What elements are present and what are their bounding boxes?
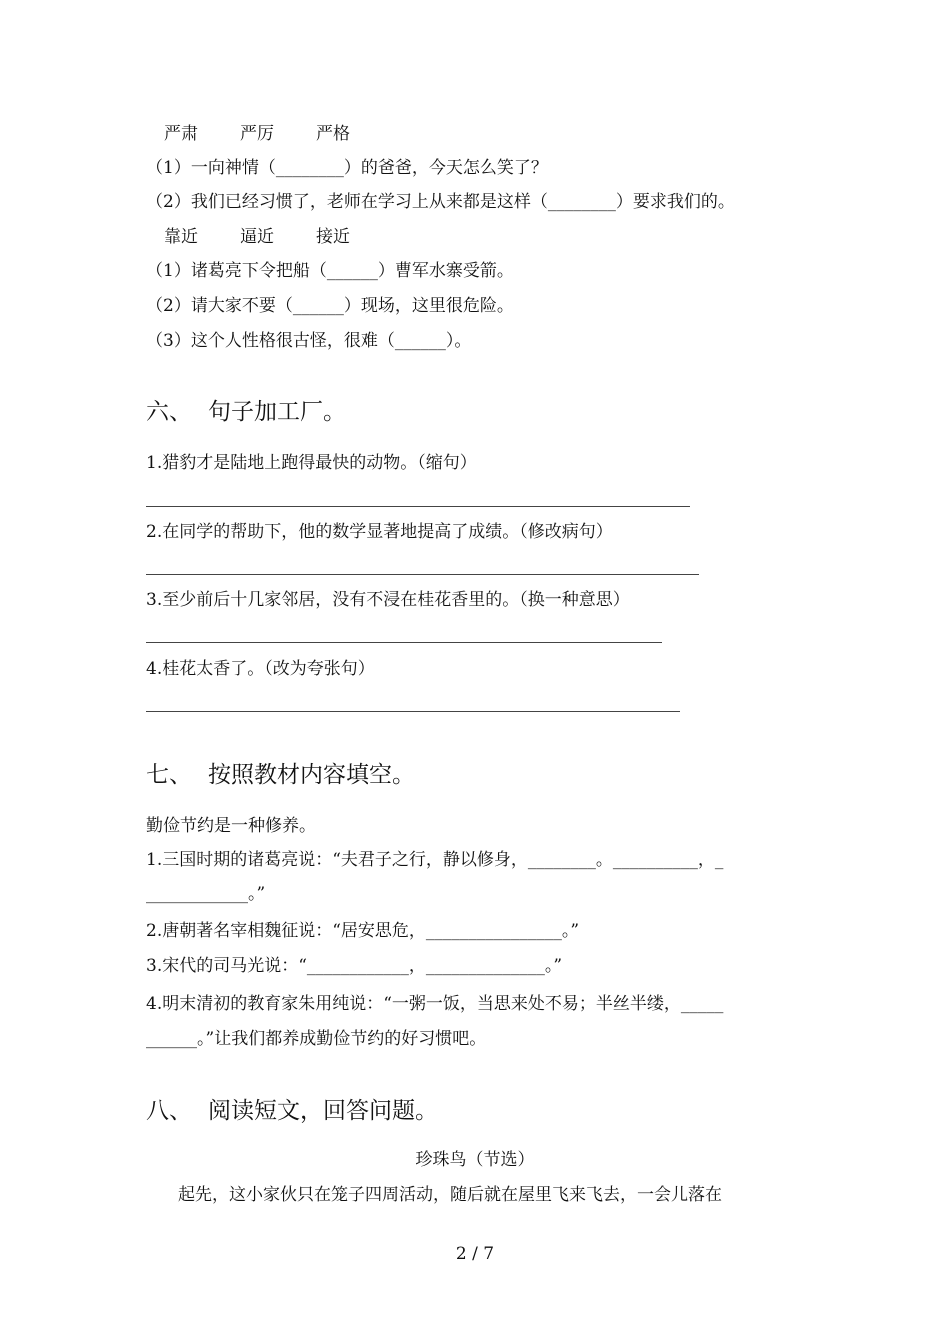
section-number: 八、	[146, 1098, 192, 1124]
section-title: 句子加工厂。	[208, 399, 346, 425]
word-choice-1b: 严厉	[240, 124, 274, 144]
sentence-task: 2.在同学的帮助下，他的数学显著地提高了成绩。（修改病句）	[146, 522, 613, 542]
fill-blank-item: 4.明末清初的教育家朱用纯说：“一粥一饭，当思来处不易；半丝半缕，_____	[146, 994, 724, 1014]
word-choice-question: （1）一向神情（________）的爸爸，今天怎么笑了？	[146, 158, 548, 178]
section-number: 七、	[146, 762, 192, 788]
section-heading-8	[146, 1097, 438, 1125]
sentence-task: 3.至少前后十几家邻居，没有不浸在桂花香里的。（换一种意思）	[146, 590, 630, 610]
fill-blank-item: 1.三国时期的诸葛亮说：“夫君子之行，静以修身，________。__________，_	[146, 850, 724, 870]
fill-blank-item-continued: ______。”让我们都养成勤俭节约的好习惯吧。	[146, 1029, 487, 1049]
section-title: 阅读短文，回答问题。	[208, 1098, 438, 1124]
passage-title: 珍珠鸟（节选）	[415, 1150, 535, 1170]
passage-text: 起先，这小家伙只在笼子四周活动，随后就在屋里飞来飞去，一会儿落在	[178, 1185, 722, 1205]
word-choice-2b: 逼近	[240, 227, 274, 247]
section-heading-7	[146, 761, 415, 789]
sentence-task: 1.猎豹才是陆地上跑得最快的动物。（缩句）	[146, 453, 477, 473]
section-number: 六、	[146, 399, 192, 425]
word-choice-1a: 严肃	[164, 124, 198, 144]
fill-blank-item: 3.宋代的司马光说：“____________，______________。”	[146, 956, 563, 976]
section-title: 按照教材内容填空。	[208, 762, 415, 788]
word-choice-question: （2）我们已经习惯了，老师在学习上从来都是这样（________）要求我们的。	[146, 192, 735, 212]
word-choice-1c: 严格	[316, 124, 350, 144]
answer-line[interactable]	[146, 506, 690, 507]
fill-intro: 勤俭节约是一种修养。	[146, 816, 316, 836]
section-heading-6	[146, 398, 346, 426]
word-choice-2c: 接近	[316, 227, 350, 247]
word-choice-2a: 靠近	[164, 227, 198, 247]
answer-line[interactable]	[146, 711, 680, 712]
answer-line[interactable]	[146, 642, 662, 643]
fill-blank-item: 2.唐朝著名宰相魏征说：“居安思危，________________。”	[146, 921, 580, 941]
answer-line[interactable]	[146, 574, 699, 575]
word-choice-question: （2）请大家不要（______）现场，这里很危险。	[146, 296, 514, 316]
fill-blank-item-continued: ____________。”	[146, 884, 266, 904]
page-number: 2 / 7	[455, 1244, 495, 1264]
word-choice-question: （3）这个人性格很古怪，很难（______）。	[146, 331, 472, 351]
sentence-task: 4.桂花太香了。（改为夸张句）	[146, 659, 375, 679]
word-choice-question: （1）诸葛亮下令把船（______）曹军水寨受箭。	[146, 261, 514, 281]
